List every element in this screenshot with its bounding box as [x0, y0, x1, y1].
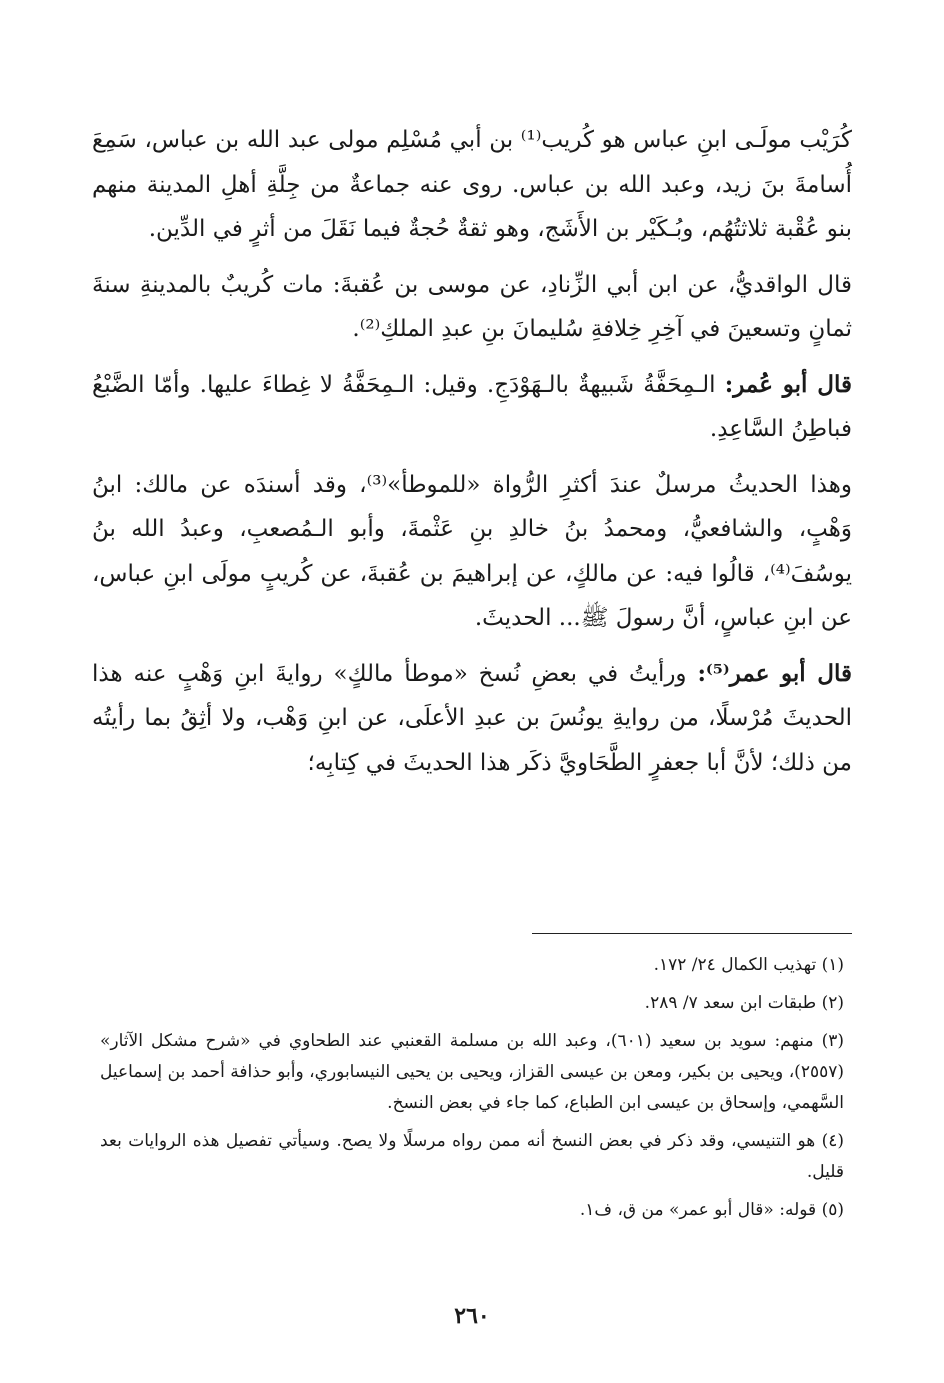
footnote-divider — [532, 933, 852, 934]
footnote-2: (٢) طبقات ابن سعد ٧/ ٢٨٩. — [644, 993, 844, 1013]
footnote-5: (٥) قوله: «قال أبو عمر» من ق، ف١. — [579, 1200, 844, 1220]
paragraph-abu-umar-mihaffa — [92, 363, 852, 452]
paragraph-hadith-mursal: وهذا الحديثُ مرسلٌ عندَ أكثرِ الرُّواة «للموطأ»⁽³⁾، وقد أسندَه عن مالك: ابنُ وَهْبٍ، والشافعيُّ، ومحمدُ بنُ خالدِ بنِ عَثْمةَ، وأبو الـمُصعبِ، وعبدُ الله بنُ يوسُفَ⁽⁴⁾، قالُوا فيه: عن مالكٍ، عن إبراهيمَ بن عُقبةَ، عن كُريبٍ مولَى ابنِ عباس، عن ابنِ عباسٍ، أنَّ رسولَ ﷺ... الحديثَ. — [92, 471, 852, 631]
paragraph-abu-umar-nusakh — [92, 652, 852, 786]
speaker-label: قال أبو عمر⁽⁵⁾: — [697, 659, 852, 687]
paragraph-waqidi: قال الواقديُّ، عن ابن أبي الزِّنادِ، عن موسى بن عُقبةَ: مات كُريبٌ بالمدينةِ سنةَ ثمانٍ وتسعينَ في آخِرِ خِلافةِ سُليمانَ بنِ عبدِ الملكِ⁽²⁾. — [92, 271, 852, 342]
footnotes — [100, 950, 844, 1233]
main-text — [92, 118, 852, 796]
page-number: ٢٦٠ — [454, 1303, 490, 1329]
footnote-1: (١) تهذيب الكمال ٢٤/ ١٧٢. — [653, 955, 844, 975]
footnote-3: (٣) منهم: سويد بن سعيد (٦٠١)، وعبد الله بن مسلمة القعنبي عند الطحاوي في «شرح مشكل الآثار» (٢٥٥٧)، ويحيى بن بكير، ومعن بن عيسى القزاز، ويحيى بن يحيى النيسابوري، وأبو حذافة أحمد بن إسماعيل السَّهمي، وإسحاق بن عيسى ابن الطباع، كما جاء في بعض النسخ. — [100, 1031, 845, 1113]
speaker-label: قال أبو عُمر: — [724, 370, 852, 398]
paragraph-text: ورأيتُ في بعضِ نُسخ «موطأ مالكٍ» روايةَ ابنِ وَهْبٍ عنه هذا الحديثَ مُرْسلًا، من روايةِ يونُسَ بن عبدِ الأعلَى، عن ابنِ وَهْب، ولا أثِقُ بما رأيتُه من ذلك؛ لأنَّ أبا جعفرٍ الطَّحَاويَّ ذكَر هذا الحديثَ في كِتابِه؛ — [92, 660, 852, 776]
paragraph-kurayb-bio: كُرَيْب مولَـى ابنِ عباس هو كُريب⁽¹⁾ بن أبي مُسْلِم مولى عبد الله بن عباس، سَمِعَ أُسامةَ بنَ زيد، وعبد الله بن عباس. روى عنه جماعةٌ من جِلَّةِ أهلِ المدينة منهم بنو عُقْبة ثلاثتُهُم، وبُـكَيْر بن الأَشَج، وهو ثقةٌ حُجةٌ فيما نَقَلَ من أثرٍ في الدِّين. — [92, 127, 852, 242]
paragraph-text: الـمِحَفَّةُ شَبيهةٌ بالـهَوْدَجِ. وقيل: الـمِحَفَّةُ لا غِطاءَ عليها. وأمّا الضَّبْعُ فباطِنُ السَّاعِدِ. — [92, 371, 852, 442]
footnote-4: (٤) هو التنيسي، وقد ذكر في بعض النسخ أنه ممن رواه مرسلًا ولا يصح. وسيأتي تفصيل هذه الروايات بعد قليل. — [100, 1131, 844, 1182]
